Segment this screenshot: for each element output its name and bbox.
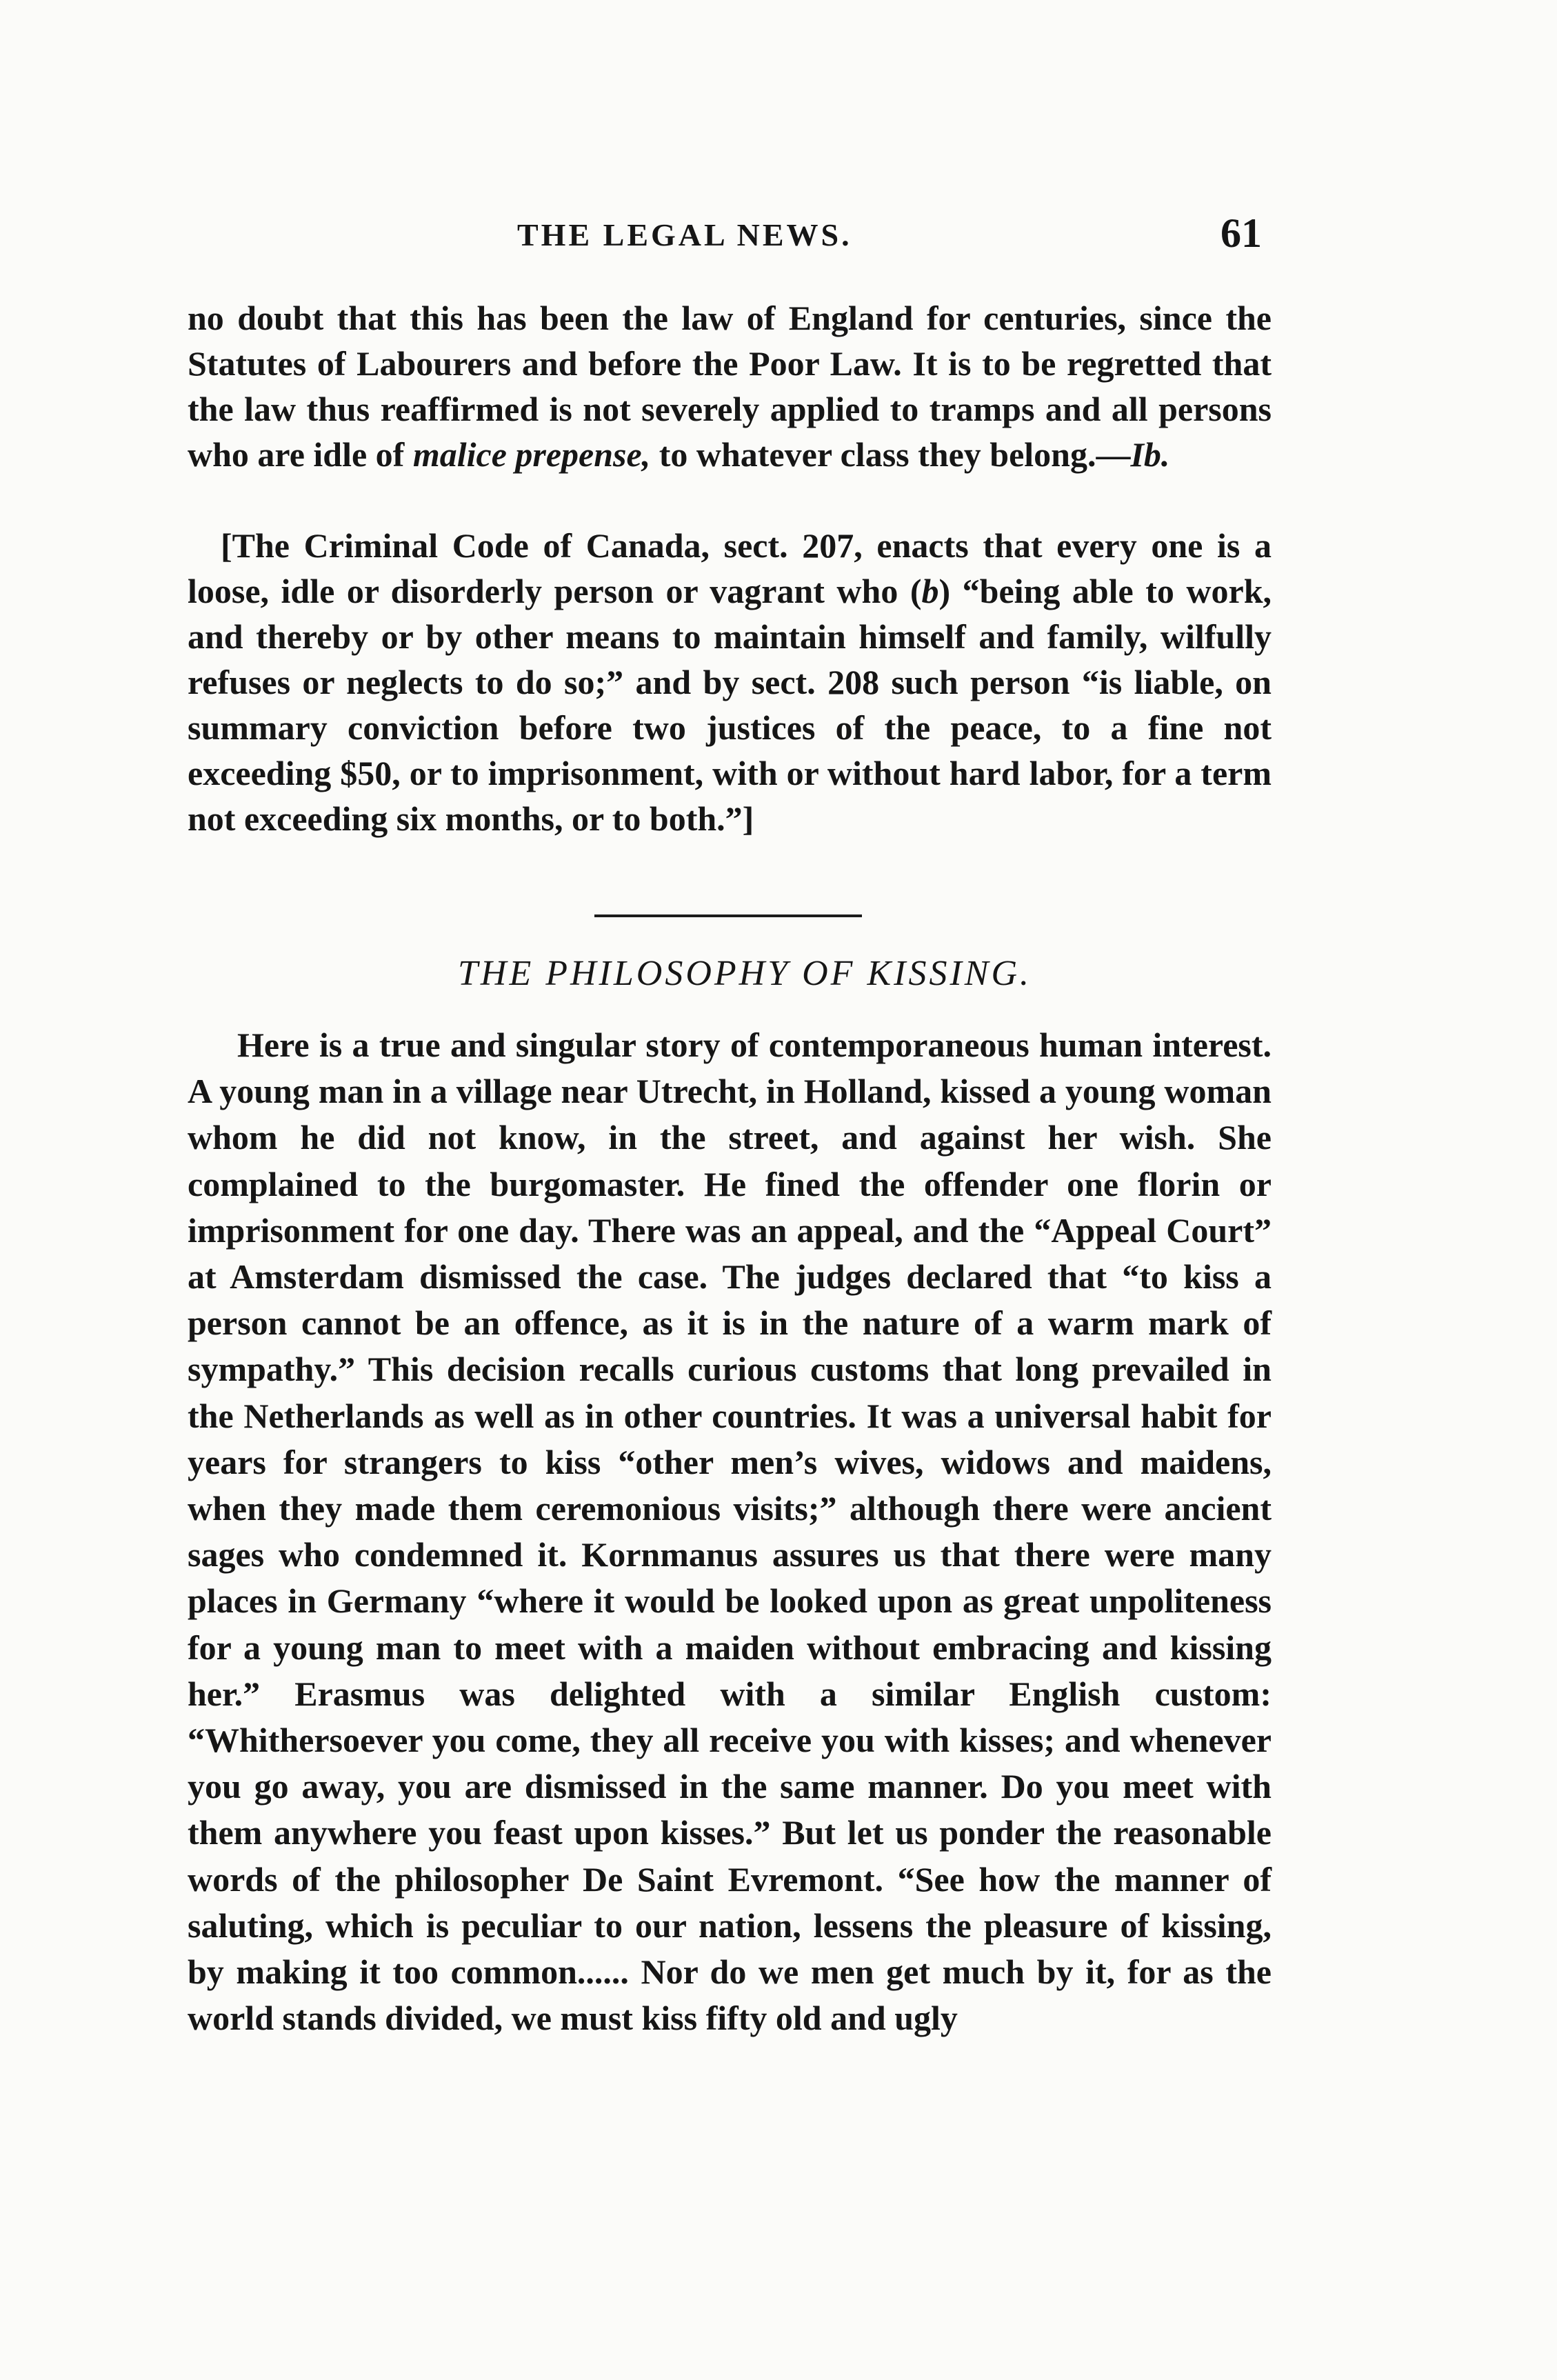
- paragraph-continuation: [188, 295, 1272, 477]
- source-reference: Ib.: [1130, 435, 1170, 474]
- page-number: 61: [1221, 210, 1262, 256]
- note-text-end: ) “being able to work, and thereby or by other means to maintain himself and family, wilfully refuses or neglects to do so;” and by sect. 208 such person “is liable, on summary conviction before two justices of the peace, to a fine not exceeding $50, or to imprisonment, with or without hard labor, for a term not exceeding six months, or to both.”]: [188, 572, 1272, 838]
- paragraph-text: no doubt that this has been the law of England for centuries, since the Statutes of Labourers and before the Poor Law. It is to be regretted that the law thus reaffirmed is not severely applied to tramps and all persons who are idle of: [188, 299, 1272, 474]
- criminal-code-note: [188, 523, 1272, 841]
- paragraph-text-end: to whatever class they belong.—: [650, 435, 1131, 474]
- article-body: [188, 1022, 1272, 2041]
- article-paragraph: Here is a true and singular story of contemporaneous human interest. A young man in a village near Utrecht, in Holland, kissed a young woman whom he did not know, in the street, and against her wish. She complained to the burgomaster. He fined the offender one florin or imprisonment for one day. There was an appeal, and the “Appeal Court” at Amsterdam dismissed the case. The judges declared that “to kiss a person cannot be an offence, as it is in the nature of a warm mark of sympathy.” This decision recalls curious customs that long prevailed in the Netherlands as well as in other countries. It was a universal habit for years for strangers to kiss “other men’s wives, widows and maidens, when they made them ceremonious visits;” although there were ancient sages who condemned it. Kornmanus assures us that there were many places in Germany “where it would be looked upon as great unpoliteness for a young man to meet with a maiden without embracing and kissing her.” Erasmus was delighted with a similar English custom: “Whithersoever you come, they all receive you with kisses; and whenever you go away, you are dismissed in the same manner. Do you meet with them anywhere you feast upon kisses.” But let us ponder the reasonable words of the philosopher De Saint Evremont. “See how the manner of saluting, which is peculiar to our nation, lessens the pleasure of kissing, by making it too common...... Nor do we men get much by it, for as the world stands divided, we must kiss fifty old and ugly: [188, 1026, 1272, 2038]
- section-divider: [594, 914, 862, 917]
- running-head: [200, 210, 1262, 274]
- clause-letter: b: [921, 572, 939, 610]
- italic-phrase: malice prepense,: [412, 435, 651, 474]
- article-title: THE PHILOSOPHY OF KISSING.: [458, 954, 1032, 993]
- note-text: [The Criminal Code of Canada, sect. 207, enacts that every one is a loose, idle or disorderly person or vagrant who (: [188, 526, 1272, 610]
- running-title: THE LEGAL NEWS.: [517, 217, 852, 252]
